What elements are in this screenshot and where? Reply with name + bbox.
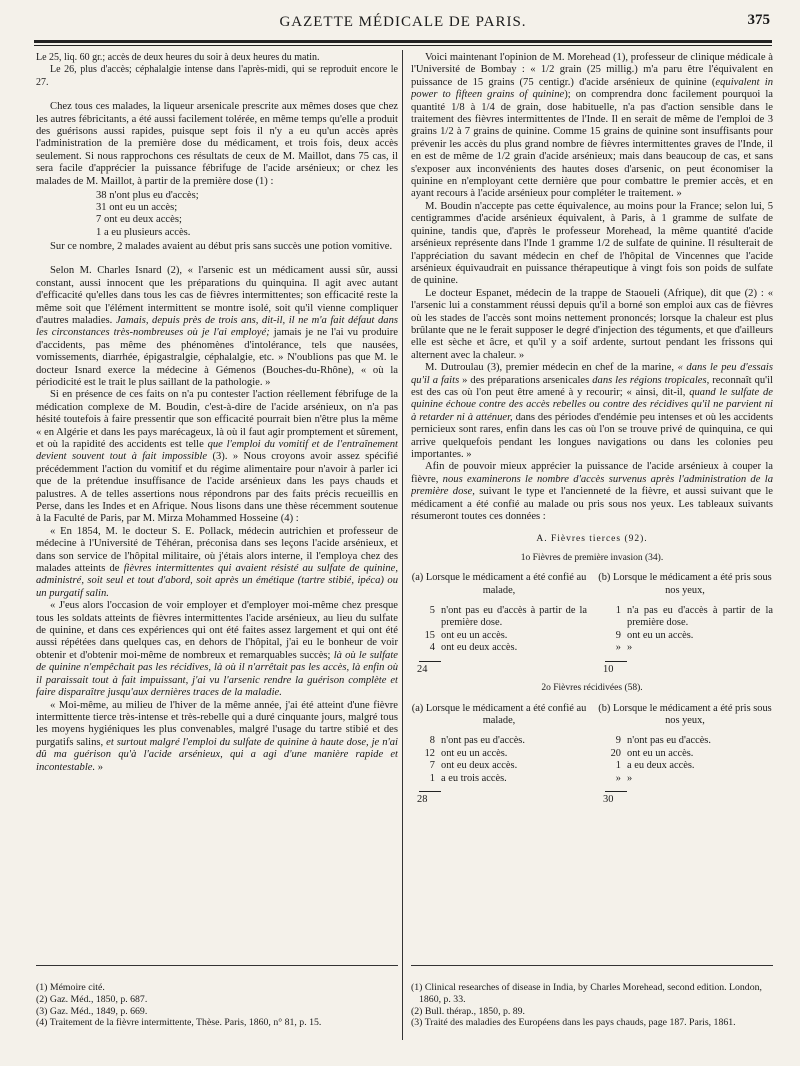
quote-pollack: « En 1854, M. le docteur S. E. Pollack, médecin autrichien et professeur de médecine à l'Université de Téhéran, préconisa dans ses leçons l'acide arsénieux, et dans son service de l'hôpital militaire, où j'étais alors interne, il l'employa chez des malades atteints de fièvres intermittentes qui avaient résisté au sulfate de quinine, administré, soit seul et tout d'abord, soit après un émétique (tartre stibié, ipéca) ou un purgatif salin. [36,525,398,599]
page-number: 375 [747,12,770,28]
table-subtitle: 2o Fièvres récidivées (58). [541,683,643,694]
paragraph-morehead: Voici maintenant l'opinion de M. Morehead (1), professeur de clinique médicale à l'Université de Bombay : « 1/2 grain (25 millig.) m'a paru être l'équivalent en puissance de 15 grains (75 centigr.) d'acide arsénieux de quinine (equivalent in power to fifteen grains of quinine); on comprendra donc facilement pourquoi la quantité 1/8 à 1/4 de grain, dose habituelle, n'a pas d'action sensible dans le traitement des fièvres intermittentes de l'Inde. Il en serait de même de l'emploi de 3 grains 1/2 à 7 grains de quinine. Comme 15 grains de quinine sont insuffisants pour prévenir les accès du plus grand nombre de fièvres intermittentes graves de l'Inde, il en est de même de 1/2 grain d'acide arsénieux; mais dans beaucoup de cas, et sans s'exposer aux inconvénients des hautes doses d'arsenic, on peut économiser la quinine en n'employant cette dernière que pour combattre le premier accès, et en ayant recours à l'acide arsénieux pour compléter le traitement. » [411,52,773,200]
paragraph: Chez tous ces malades, la liqueur arsenicale prescrite aux mêmes doses que chez les autres fébricitants, a été aussi facilement tolérée, en même temps qu'elle a produit des guérisons aussi rapides, puisque sept fois il n'y a eu qu'un accès après l'administration de la première dose du médicament, et trois fois, deux accès seulement. Si nous rapprochons ces résultats de ceux de M. Maillot, dans 75 cas, il sera facile d'apprécier la puissance fébrifuge de l'acide arsénieux; or chez les malades de M. Maillot, à partir de la première dose (1) : [36,101,398,187]
table-subtitle: 1o Fièvres de première invasion (34). [520,552,664,563]
right-column [411,52,773,960]
paragraph-boudin: Si en présence de ces faits on n'a pu contester l'action réellement fébrifuge de la médication complexe de M. Boudin, c'est-à-dire de l'acide arsénieux, on n'a pas hésité toutefois à faire pressentir que son efficacité pourrait bien n'être plus la même « en Algérie et dans les pays marécageux, là où il faut agir promptement et sûrement, et où la rapidité des accidents est telle que l'emploi du vomitif et de l'entraînement devient souvent tout à fait impossible (3). » Nous croyons avoir assez spécifié précédemment l'action du vomitif et du régime alimentaire pour n'avoir à parler ici que de la prétendue insuffisance de l'acide arsénieux dans les pays chauds et palustres. A de telles assertions nous répondrons par des faits précis recueillis en Perse, dans les Indes et en Afrique. Nous lisons dans une thèse récemment soutenue à la Faculté de Paris, par M. Mirza Mohammed Hosseine (4) : [36,389,398,525]
table-row: 15 ont eu un accès. [424,629,508,641]
footnote: (2) Bull. thérap., 1850, p. 89. [411,1005,526,1017]
footnote: (1) Mémoire cité. [36,982,105,993]
paragraph-espanet: Le docteur Espanet, médecin de la trappe de Staoueli (Afrique), dit que (2) : « l'arsenic lui a constamment réussi depuis qu'il a borné son emploi aux cas de fièvres où les stades de l'accès sont moins nettement prononcés; lorsque la chaleur est plus brûlante que ne le ferait supposer le degré d'injection des téguments, et que d'ailleurs elle est sèche et âcre, et qu'il y a soif ardente, surtout pendant les frissons qui alternent avec la chaleur. » [411,287,773,361]
table-column-b [597,572,773,676]
table-row: 9 n'ont pas eu d'accès. [615,735,711,747]
count-item: 31 ont eu un accès; [96,202,178,214]
paragraph-dutroulau: M. Dutroulau (3), premier médecin en chef de la marine, « dans le peu d'essais qu'il a faits » des préparations arsenicales dans les régions tropicales, reconnaît qu'il est des cas où l'on peut être amené à y recourir; « ainsi, dit-il, quand le sulfate de quinine échoue contre des accès rebelles ou contre des récidives qu'il ne parvient ni à retarder ni à atténuer, dans des périodes d'endémie peu intenses et où les accidents pernicieux sont rares, enfin dans les cas où l'on se trouve privé de quinquina, ce qui arrive quelquefois pendant les longues navigations ou dans les colonies peu importantes. » [411,362,773,460]
count-item: 7 ont eu deux accès; [96,214,182,226]
table-row: 1 a eu deux accès. [615,760,695,772]
footnote: (3) Traité des maladies des Européens dans les pays chauds, page 187. Paris, 1861. [411,1017,736,1029]
paragraph: Afin de pouvoir mieux apprécier la puissance de l'acide arsénieux à couper la fièvre, nous examinerons le nombre d'accès survenus après l'administration de la première dose, suivant le type et l'ancienneté de la fièvre, et aussi suivant que le médicament a été confié au malade ou pris sous nos yeux. Les tableaux suivants résumeront toutes ces données : [411,461,773,523]
count-item: 38 n'ont plus eu d'accès; [96,190,199,202]
column-header: (b) Lorsque le médicament a été pris sous nos yeux, [598,572,772,596]
section-title: A. Fièvres tierces (92). [536,534,648,545]
count-item: 1 a eu plusieurs accès. [96,226,191,238]
header-rule [34,40,772,43]
paragraph: Sur ce nombre, 2 malades avaient au début pris sans succès une potion vomitive. [50,240,393,252]
footnotes-right [411,982,773,1029]
table-column-a [411,703,587,807]
quote-personal: « Moi-même, au milieu de l'hiver de la même année, j'ai été atteint d'une fièvre intermittente tierce très-intense et très-rebelle qui a duré cinquante jours, malgré tous les moyens hygiéniques les plus convenables, malgré l'usage du tartre stibié et des purgatifs salins, et surtout malgré l'emploi du sulfate de quinine à haute dose, je n'ai dû ma guérison qu'à l'acide arsénieux, qui a agi d'une manière rapide et incontestable. » [36,699,398,773]
case-note: Le 25, liq. 60 gr.; accès de deux heures du soir à deux heures du matin. [36,52,320,63]
table-column-a [411,572,587,676]
footnote-rule [411,965,773,968]
table-row: 9 ont eu un accès. [615,629,694,641]
table-row: 4 ont eu deux accès. [429,642,518,654]
table-row: 5 n'ont pas eu d'accès à partir de la première dose. [429,605,587,629]
table-first-invasion [411,572,773,676]
paragraph: M. Boudin n'accepte pas cette équivalence, au moins pour la France; selon lui, 5 centigrammes d'acide arsénieux équivalent, à Paris, à 1 gramme de sulfate de quinine, tandis que, d'après le professeur Morehead, la même quantité d'acide arsénieux représente dans l'Inde 1 gramme 1/2 de sulfate de quinine. Il résulterait de l'appréciation du savant médecin en chef de l'hôpital de Vincennes que l'acide arsénieux équivaudrait en puissance thérapeutique à vingt fois son poids de sulfate de quinine. [411,200,773,287]
maillot-counts [36,190,398,239]
table-row: » » [615,642,633,654]
table-row: 8 n'ont pas eu d'accès. [429,735,525,747]
publication-title: GAZETTE MÉDICALE DE PARIS. [279,14,527,30]
footnotes-left [36,982,398,1029]
footnote-rule [36,965,398,968]
table-row: 12 ont eu un accès. [424,747,508,759]
table-row: 1 a eu trois accès. [429,772,507,784]
table-row: 1 n'a pas eu d'accès à partir de la première dose. [615,605,773,629]
table-total: 30 [603,793,614,805]
left-column [36,52,398,960]
footnote: (3) Gaz. Méd., 1849, p. 669. [36,1005,148,1017]
column-header: (a) Lorsque le médicament a été confié au malade, [411,702,587,726]
table-row: 7 ont eu deux accès. [429,760,518,772]
table-row: 20 ont eu un accès. [610,747,694,759]
column-header: (a) Lorsque le médicament a été confié au malade, [411,572,587,596]
table-total: 28 [417,793,428,805]
column-header: (b) Lorsque le médicament a été pris sous nos yeux, [598,702,772,726]
footnote: (1) Clinical researches of disease in India, by Charles Morehead, second edition. London, 1860, p. 33. [411,982,762,1005]
case-note: Le 26, plus d'accès; céphalalgie intense dans l'après-midi, qui se reproduit encore le 27. [36,64,398,88]
page-header [34,12,772,34]
header-rule-thin [34,45,772,46]
table-total: 10 [603,663,614,675]
footnote: (4) Traitement de la fièvre intermittente, Thèse. Paris, 1860, n° 81, p. 15. [36,1017,322,1029]
table-recurrent [411,703,773,807]
quote-experience: « J'eus alors l'occasion de voir employer et d'employer moi-même chez presque tous les soldats atteints de fièvres intermittentes l'acide arsénieux, au lieu du sulfate de quinine, et dans ces expériences qui ont été faites assez largement et qui ont été aussi répétées dans quelques cas, en dehors de l'hôpital, j'ai eu le bonheur de voir obtenir et d'obtenir moi-même de nombreux et remarquables succès; là où le sulfate de quinine n'empêchait pas les récidives, là où il n'arrêtait pas les accès, là enfin où il paraissait tout à fait impuissant, j'ai vu l'arsenic rendre la guérison complète et faire disparaître jusqu'aux dernières traces de la maladie. [36,600,398,699]
table-column-b [597,703,773,807]
footnote: (2) Gaz. Méd., 1850, p. 687. [36,993,148,1005]
paragraph-isnard: Selon M. Charles Isnard (2), « l'arsenic est un médicament aussi sûr, aussi constant, aussi innocent que les préparations du quinquina. Il agit avec autant d'efficacité qu'elles dans tous les cas de fièvres intermittentes; son efficacité reste la même soit que l'élément intermittent se montre isolé, soit qu'il vienne compliquer d'autres maladies. Jamais, depuis près de trois ans, dit-il, il ne m'a fait défaut dans les circonstances très-nombreuses où je l'ai employé; jamais je ne l'ai vu produire d'accidents, pas même des phénomènes d'intolérance, tels que nausées, vomissements, diarrhée, épigastralgie, céphalalgie, etc. » N'oublions pas que M. le docteur Isnard exerce la médecine à Gémenos (Bouches-du-Rhône), « où la périodicité est le trait le plus saillant de la pathologie. » [36,265,398,388]
table-row: » » [615,772,633,784]
column-divider [402,50,403,1040]
table-total: 24 [417,663,428,675]
